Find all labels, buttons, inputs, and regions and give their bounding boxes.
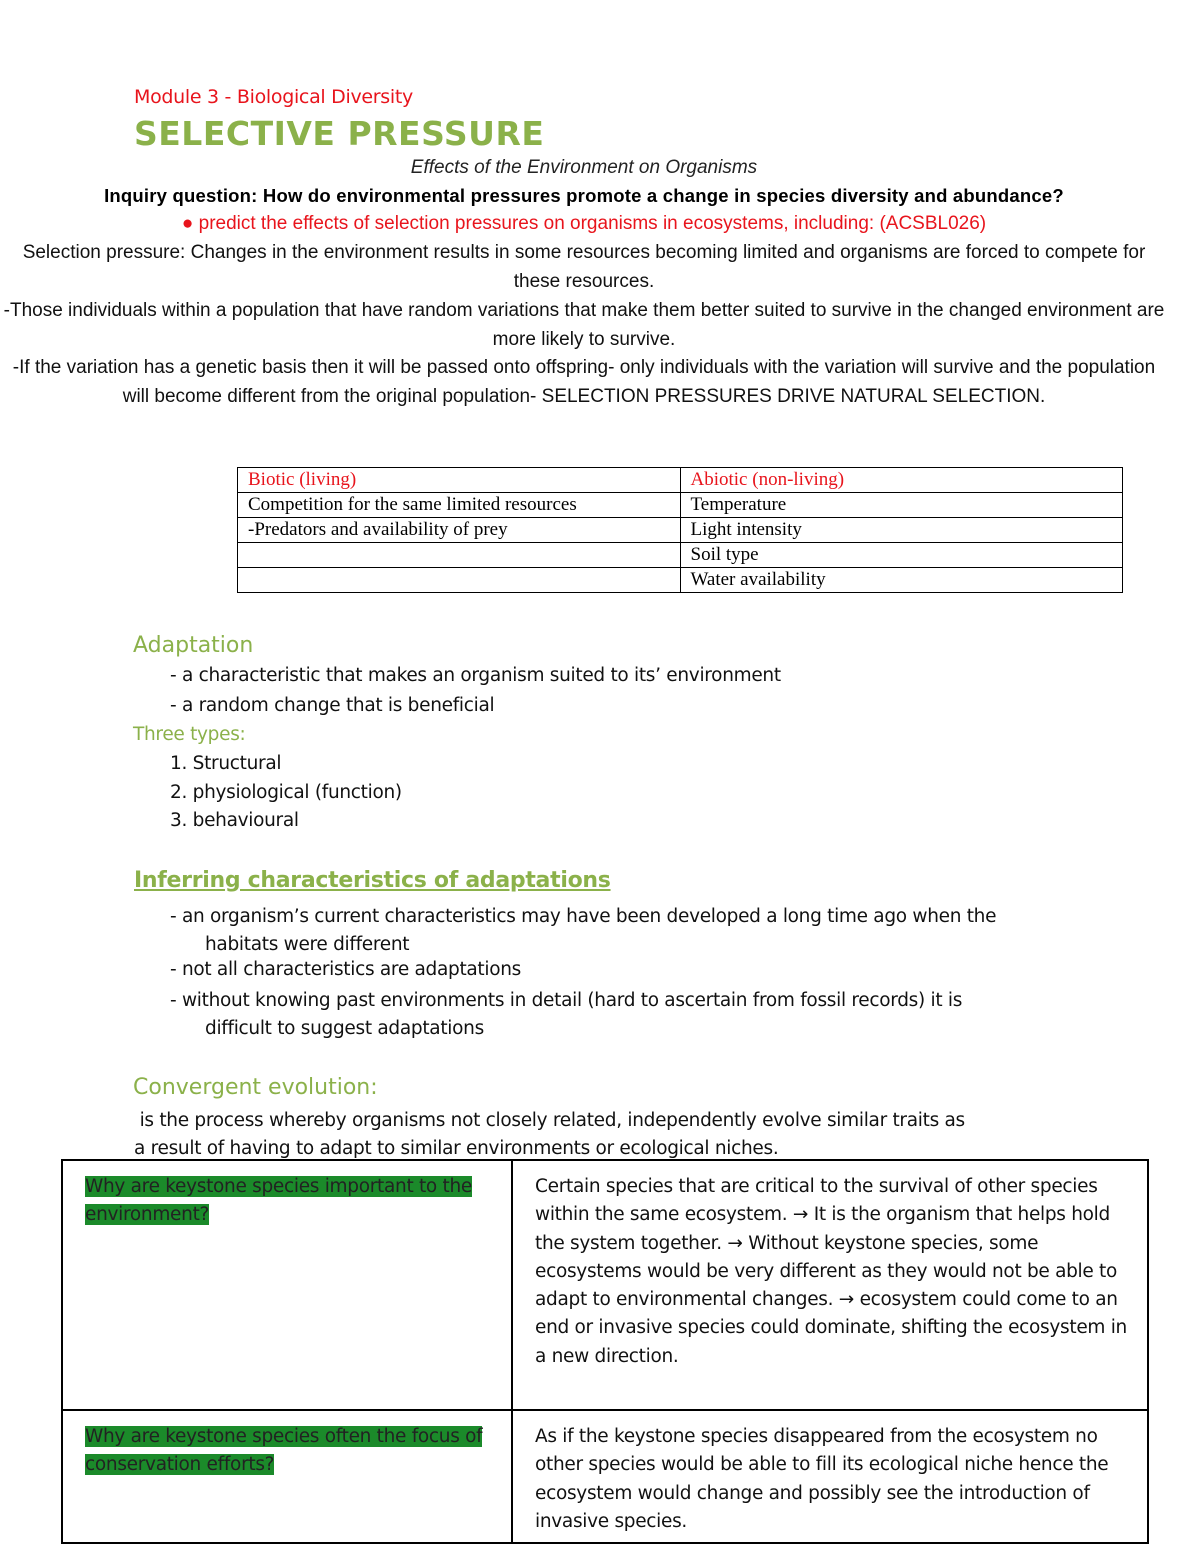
table-row [238,543,1123,568]
table-header-row [238,468,1123,493]
inferring-point-1-line-b: habitats were different [205,934,410,955]
intro-paragraph-3: -If the variation has a genetic basis then it will be passed onto offspring- only individuals with the variation will survive and the population will become different from the original population- SELECTION PRESSURES DRIVE NATURAL SELECTION. [12,357,1156,407]
table-row [63,1161,1147,1411]
adaptation-definition-2: - a random change that is beneficial [170,695,495,716]
table-cell: -Predators and availability of prey [238,518,681,543]
table-row [63,1411,1147,1542]
inferring-heading: Inferring characteristics of adaptations [134,868,611,893]
intro-paragraph-2: -Those individuals within a population that have random variations that make them better suited to survive in the changed environment are more likely to survive. [3,300,1165,350]
abiotic-header: Abiotic (non-living) [680,468,1123,493]
table-cell [238,543,681,568]
page-title: SELECTIVE PRESSURE [134,114,545,153]
table-row [238,518,1123,543]
intro-paragraph-1: Selection pressure: Changes in the environment results in some resources becoming limited and organisms are forced to compete for these resources. [22,242,1146,292]
table-cell: Temperature [680,493,1123,518]
adaptation-types-heading: Three types: [133,724,246,745]
selection-factors-table [237,467,1123,593]
inferring-point-2: - not all characteristics are adaptations [170,959,522,980]
biotic-header: Biotic (living) [238,468,681,493]
adaptation-definition-1: - a characteristic that makes an organism suited to its’ environment [170,665,781,686]
inferring-point-3-line-a: - without knowing past environments in detail (hard to ascertain from fossil records) it is [170,990,963,1011]
table-cell [238,568,681,593]
inferring-point-3-line-b: difficult to suggest adaptations [205,1018,484,1039]
convergent-evolution-heading: Convergent evolution: [133,1075,378,1100]
answer-cell: As if the keystone species disappeared from the ecosystem no other species would be able to fill its ecological niche hence the ecosystem would change and possibly see the introduction of invasive species. [535,1426,1109,1532]
adaptation-type-physiological: 2. physiological (function) [170,782,402,803]
question-cell [85,1423,490,1479]
table-row [238,493,1123,518]
question-cell [85,1173,490,1229]
highlighted-question: Why are keystone species often the focus of conservation efforts? [85,1426,483,1475]
inferring-point-1 [170,903,1070,959]
inquiry-question: Inquiry question: How do environmental pressures promote a change in species diversity and abundance? [104,185,1064,206]
highlighted-question: Why are keystone species important to the environment? [85,1176,472,1225]
convergent-line-1: is the process whereby organisms not closely related, independently evolve similar traits as [134,1110,965,1131]
module-label: Module 3 - Biological Diversity [134,86,413,108]
keystone-qa-table [61,1159,1149,1544]
table-cell: Soil type [680,543,1123,568]
page-subtitle: Effects of the Environment on Organisms [410,157,758,178]
convergent-evolution-definition [134,1107,1084,1163]
table-cell: Water availability [680,568,1123,593]
table-row [238,568,1123,593]
table-cell: Competition for the same limited resources [238,493,681,518]
syllabus-dot-point: ● predict the effects of selection pressures on organisms in ecosystems, including: (ACSBL026) [181,213,987,234]
inferring-point-1-line-a: - an organism’s current characteristics may have been developed a long time ago when the [170,906,997,927]
adaptation-type-structural: 1. Structural [170,753,282,774]
answer-cell: Certain species that are critical to the survival of other species within the same ecosystem. → It is the organism that helps hold the system together. → Without keystone species, some ecosystems would be very different as they would not be able to adapt to environmental changes. → ecosystem could come to an end or invasive species could dominate, shifting the ecosystem in a new direction. [535,1176,1127,1367]
inferring-point-3 [170,987,1070,1043]
adaptation-heading: Adaptation [133,633,254,658]
adaptation-type-behavioural: 3. behavioural [170,810,299,831]
convergent-line-2: a result of having to adapt to similar environments or ecological niches. [134,1138,779,1159]
table-cell: Light intensity [680,518,1123,543]
